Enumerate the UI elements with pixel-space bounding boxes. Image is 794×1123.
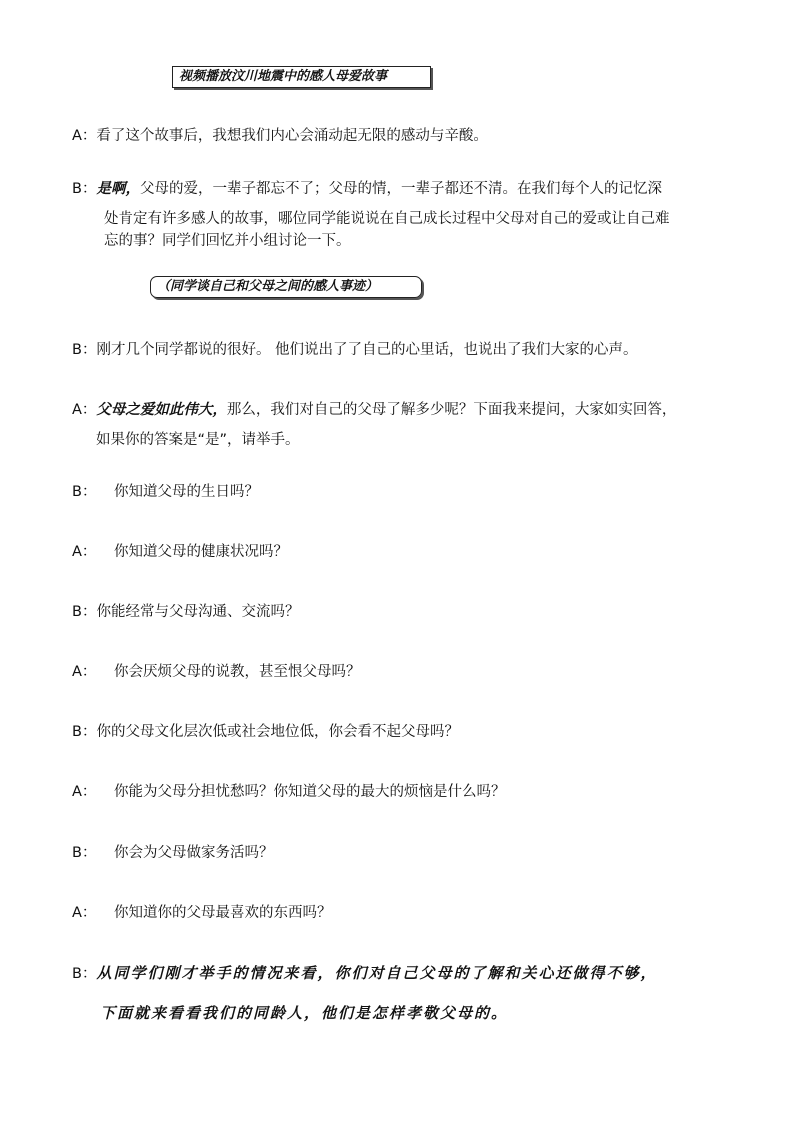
speaker-label: A：	[72, 544, 97, 560]
question-text: 你能经常与父母沟通、交流吗？	[96, 604, 300, 620]
dialogue-line	[72, 124, 488, 145]
question-line	[72, 841, 274, 862]
question-line	[72, 720, 459, 741]
dialogue-line	[72, 398, 676, 419]
dialogue-line	[72, 338, 638, 359]
video-caption-box	[172, 66, 431, 88]
question-line	[72, 901, 332, 922]
closing-line	[72, 962, 657, 983]
speaker-label: A：	[72, 905, 97, 921]
speaker-label: B：	[72, 966, 97, 982]
discussion-caption-box	[150, 276, 422, 298]
question-line	[72, 660, 361, 681]
dialogue-line	[72, 177, 662, 198]
speaker-label: B：	[72, 724, 97, 740]
speaker-label: B：	[72, 484, 97, 500]
dialogue-continuation: 如果你的答案是“是”，请举手。	[96, 432, 300, 448]
question-line	[72, 600, 299, 621]
speaker-label: B：	[72, 604, 97, 620]
closing-continuation: 下面就来看看我们的同龄人，他们是怎样孝敬父母的。	[100, 1004, 509, 1022]
question-line	[72, 540, 288, 561]
dialogue-text: 那么，我们对自己的父母了解多少呢？下面我来提问，大家如实回答，	[226, 402, 677, 418]
speaker-label: A：	[72, 664, 97, 680]
dialogue-continuation: 忘的事？同学们回忆并小组讨论一下。	[104, 233, 351, 249]
question-text: 你能为父母分担忧愁吗？你知道父母的最大的烦恼是什么吗？	[114, 784, 506, 800]
speaker-label: B：	[72, 181, 97, 197]
speaker-label: A：	[72, 128, 97, 144]
question-text: 你知道你的父母最喜欢的东西吗？	[114, 905, 332, 921]
question-text: 你会为父母做家务活吗？	[114, 845, 274, 861]
speaker-label: B：	[72, 342, 97, 358]
heading-video-caption: 视频播放汶川地震中的感人母爱故事	[179, 69, 388, 84]
speaker-label: B：	[72, 845, 97, 861]
question-line	[72, 480, 259, 501]
dialogue-text: 看了这个故事后，我想我们内心会涌动起无限的感动与辛酸。	[96, 128, 488, 144]
speaker-label: A：	[72, 402, 97, 418]
dialogue-continuation: 处肯定有许多感人的故事，哪位同学能说说在自己成长过程中父母对自己的爱或让自己难	[104, 211, 670, 227]
speaker-label: A：	[72, 784, 97, 800]
question-text: 你的父母文化层次低或社会地位低，你会看不起父母吗？	[96, 724, 459, 740]
heading-discussion: （同学谈自己和父母之间的感人事迹）	[157, 279, 379, 294]
question-text: 你会厌烦父母的说教，甚至恨父母吗？	[114, 664, 361, 680]
emphasis-text: 是啊，	[96, 180, 140, 197]
closing-text: 从同学们刚才举手的情况来看，你们对自己父母的了解和关心还做得不够，	[96, 964, 658, 982]
emphasis-text: 父母之爱如此伟大，	[96, 401, 227, 418]
dialogue-text: 父母的爱，一辈子都忘不了；父母的情，一辈子都还不清。在我们每个人的记忆深	[139, 181, 662, 197]
dialogue-text: 刚才几个同学都说的很好。 他们说出了了自己的心里话，也说出了我们大家的心声。	[96, 342, 638, 358]
question-line	[72, 780, 506, 801]
question-text: 你知道父母的生日吗？	[114, 484, 259, 500]
question-text: 你知道父母的健康状况吗？	[114, 544, 288, 560]
